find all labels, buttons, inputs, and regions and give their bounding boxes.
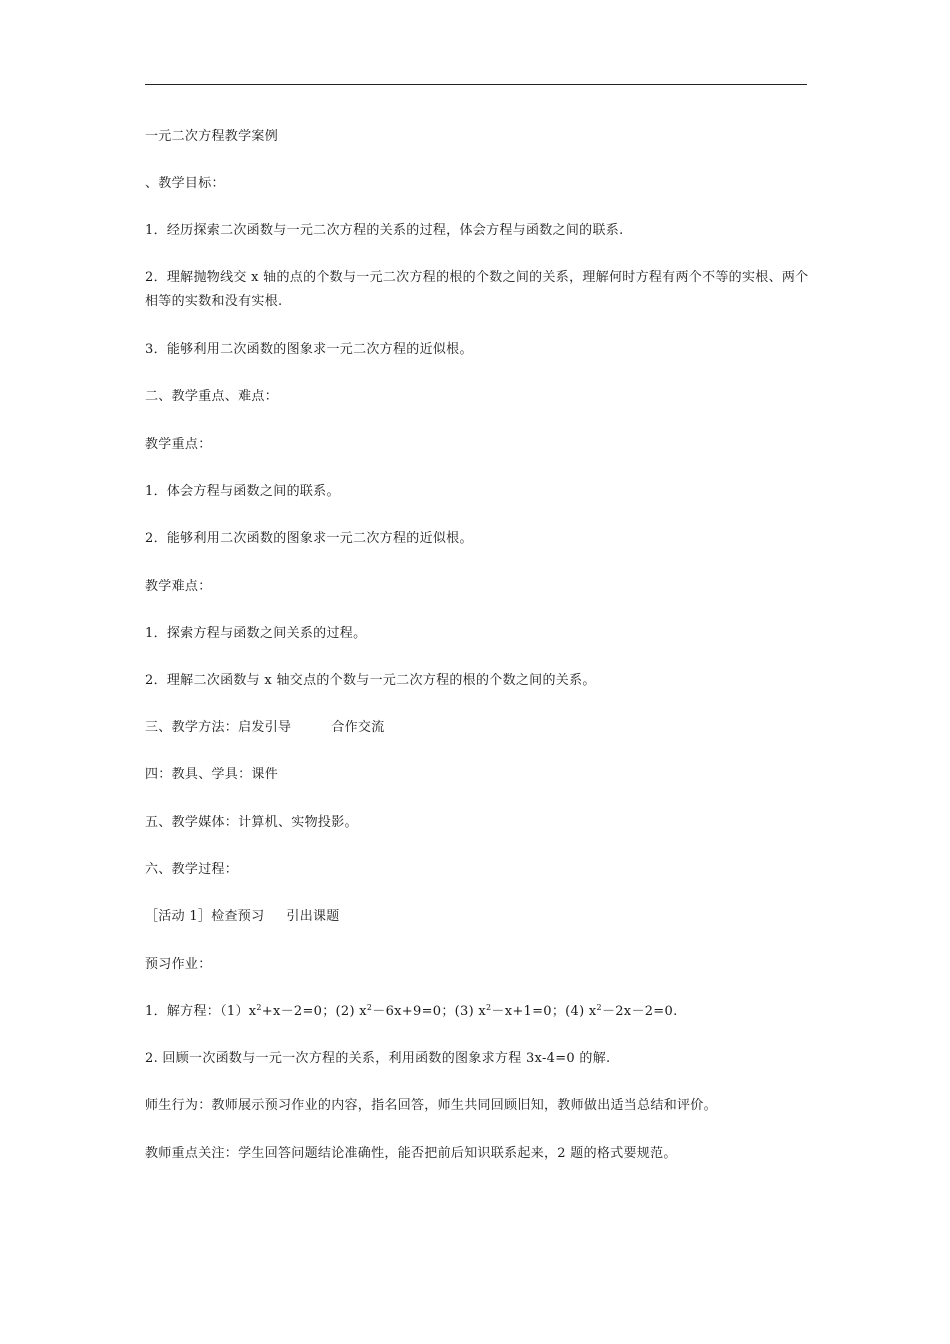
hw1-exponent-1: 2 [256,1003,262,1012]
hw1-part-1: 1．解方程：（1）x [145,1004,257,1019]
header-rule [145,84,807,85]
teaching-methods [145,718,385,738]
key-points-heading: 教学重点： [145,437,212,452]
teacher-focus: 教师重点关注：学生回答问题结论准确性，能否把前后知识联系起来，2 题的格式要规范。 [145,1146,677,1161]
teaching-methods-label: 三、教学方法：启发引导 [145,720,292,735]
hw1-exponent-3: 2 [486,1003,492,1012]
activity-1-extra: 引出课题 [286,909,340,924]
homework-1 [145,1002,678,1022]
homework-2: 2. 回顾一次函数与一元一次方程的关系，利用函数的图象求方程 3x-4=0 的解. [145,1051,611,1066]
document-title: 一元二次方程教学案例 [145,129,279,144]
objective-3: 3．能够利用二次函数的图象求一元二次方程的近似根。 [145,342,473,357]
difficulty-2: 2．理解二次函数与 x 轴交点的个数与一元二次方程的根的个数之间的关系。 [145,673,596,688]
key-point-2: 2．能够利用二次函数的图象求一元二次方程的近似根。 [145,531,473,546]
section-objectives-heading: 、教学目标： [145,176,225,191]
hw1-exponent-2: 2 [366,1003,373,1012]
difficulty-1: 1．探索方程与函数之间关系的过程。 [145,626,367,641]
hw1-exponent-4: 2 [596,1003,602,1012]
preview-homework-heading: 预习作业： [145,957,212,972]
teaching-media: 五、教学媒体：计算机、实物投影。 [145,815,358,830]
section-key-points-heading: 二、教学重点、难点： [145,389,279,404]
activity-1-label: ［活动 1］检查预习 [145,909,265,924]
objective-2: 2．理解抛物线交 x 轴的点的个数与一元二次方程的根的个数之间的关系，理解何时方程有两个不等的实根、两个相等的实数和没有实根. [145,270,809,309]
hw1-part-3: －6x+9=0；(3) x [372,1004,487,1019]
hw1-part-5: －2x－2=0. [601,1004,678,1019]
objective-1: 1．经历探索二次函数与一元二次方程的关系的过程，体会方程与函数之间的联系. [145,223,624,238]
difficulty-heading: 教学难点： [145,579,212,594]
teaching-aids: 四：教具、学具：课件 [145,767,279,782]
teacher-student-behavior: 师生行为：教师展示预习作业的内容，指名回答，师生共同回顾旧知，教师做出适当总结和评价。 [145,1098,717,1113]
teaching-process-heading: 六、教学过程： [145,862,239,877]
teaching-methods-extra: 合作交流 [331,720,385,735]
activity-1 [145,907,340,927]
hw1-part-4: －x+1=0；(4) x [491,1004,597,1019]
hw1-part-2: +x－2=0；(2) x [261,1004,367,1019]
key-point-1: 1．体会方程与函数之间的联系。 [145,484,340,499]
